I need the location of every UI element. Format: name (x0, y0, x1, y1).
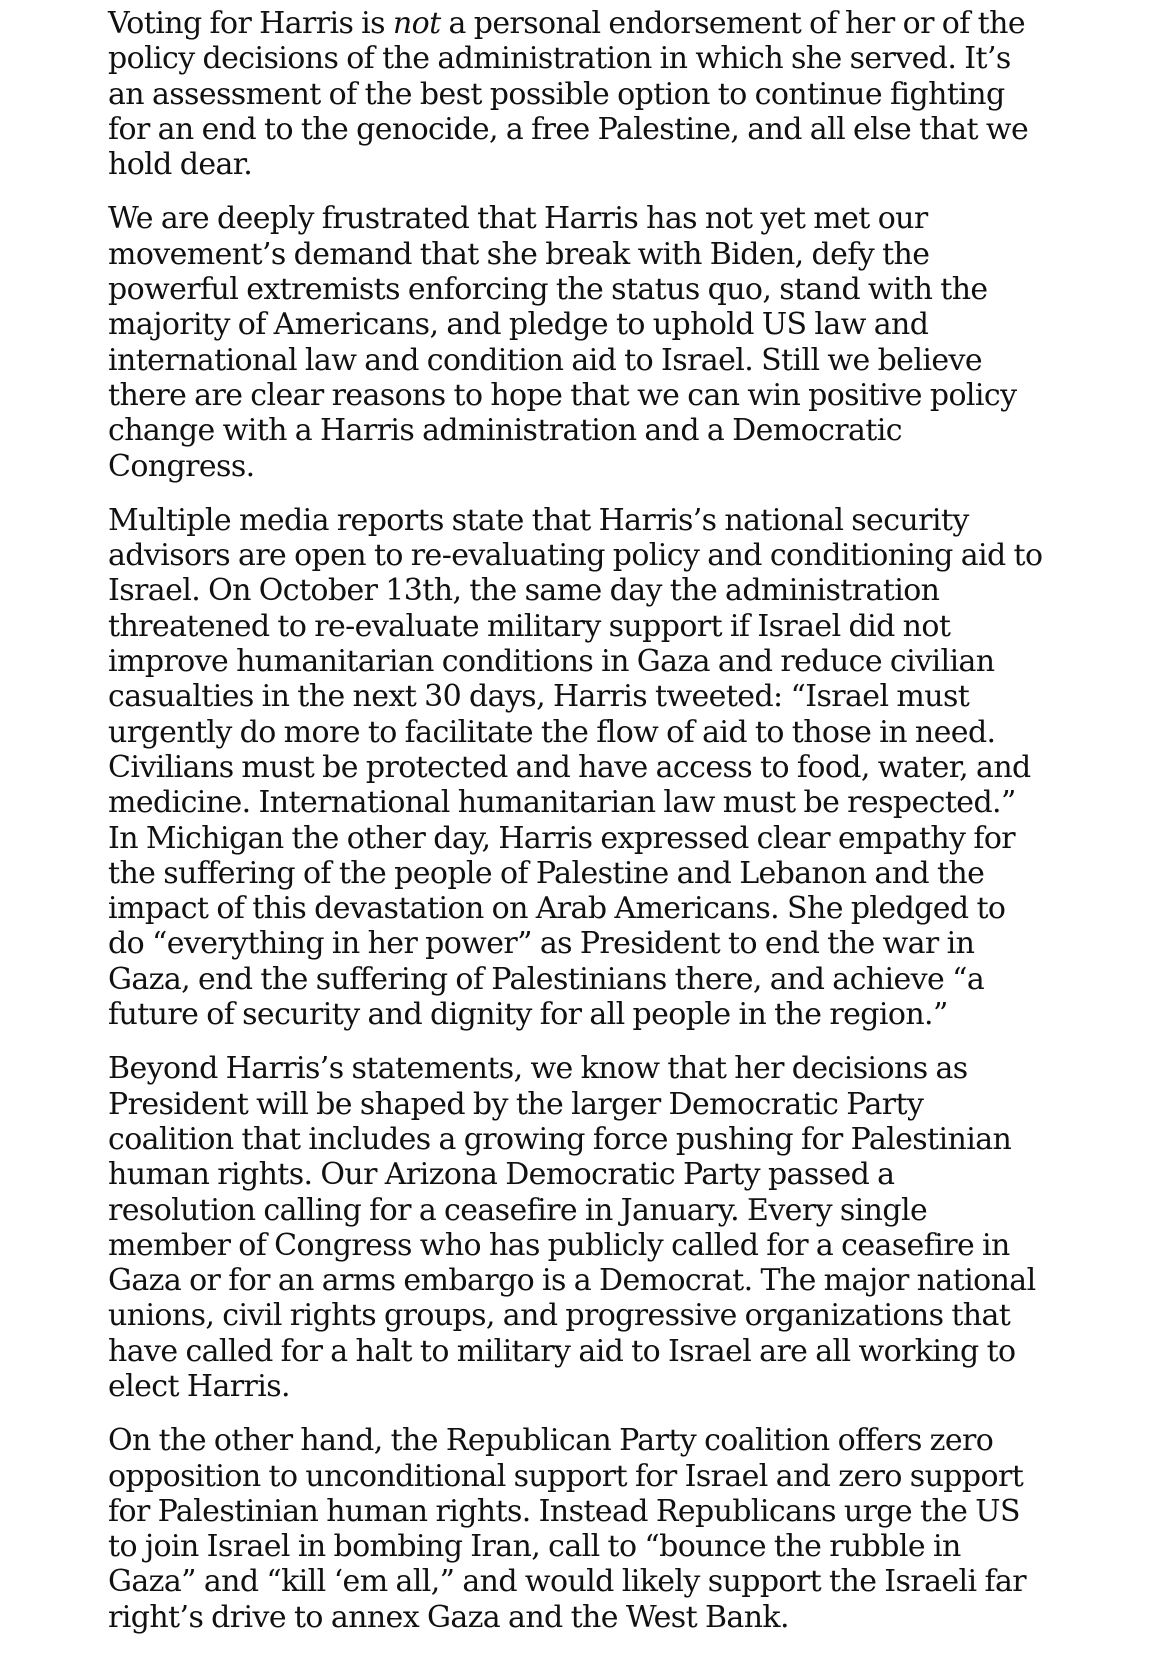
text-line: urgently do more to facilitate the flow of aid to those in need. (108, 714, 996, 750)
text-line: Gaza or for an arms embargo is a Democrat. The major national (108, 1263, 1036, 1299)
paragraph-3 (108, 503, 1148, 1032)
text-line: Gaza, end the suffering of Palestinians there, and achieve “a (108, 961, 985, 997)
text-line: In Michigan the other day, Harris expressed clear empathy for (108, 820, 1016, 856)
paragraph-4 (108, 1051, 1148, 1404)
text-line: President will be shaped by the larger Democratic Party (108, 1086, 924, 1122)
text-line: casualties in the next 30 days, Harris tweeted: “Israel must (108, 679, 970, 715)
text-line: future of security and dignity for all people in the region.” (108, 997, 948, 1033)
text-line: do “everything in her power” as President to end the war in (108, 926, 975, 962)
text-line: threatened to re-evaluate military support if Israel did not (108, 608, 951, 644)
text-line: international law and condition aid to Israel. Still we believe (108, 342, 982, 378)
text-line: for an end to the genocide, a free Palestine, and all else that we (108, 111, 1029, 147)
text-line: to join Israel in bombing Iran, call to “bounce the rubble in (108, 1529, 961, 1565)
text-line: movement’s demand that she break with Biden, defy the (108, 236, 930, 272)
text-line: for Palestinian human rights. Instead Republicans urge the US (108, 1493, 1020, 1529)
text-line: member of Congress who has publicly called for a ceasefire in (108, 1227, 1010, 1263)
text-line: Congress. (108, 448, 255, 484)
text-line: have called for a halt to military aid to Israel are all working to (108, 1333, 1016, 1369)
text-line: Gaza” and “kill ‘em all,” and would likely support the Israeli far (108, 1564, 1026, 1600)
text-line: human rights. Our Arizona Democratic Party passed a (108, 1157, 895, 1193)
text-line: resolution calling for a ceasefire in January. Every single (108, 1192, 928, 1228)
text-line: Civilians must be protected and have access to food, water, and (108, 749, 1031, 785)
text-line: Israel. On October 13th, the same day the administration (108, 573, 940, 609)
text-line: advisors are open to re-evaluating policy and conditioning aid to (108, 538, 1043, 574)
text-line: coalition that includes a growing force pushing for Palestinian (108, 1121, 1012, 1157)
text-line: impact of this devastation on Arab Americans. She pledged to (108, 891, 1006, 927)
text-line: policy decisions of the administration in which she served. It’s (108, 41, 1011, 77)
text-line: We are deeply frustrated that Harris has not yet met our (108, 201, 928, 237)
text-line: an assessment of the best possible option to continue fighting (108, 76, 1005, 112)
text-line: powerful extremists enforcing the status quo, stand with the (108, 272, 988, 308)
document-body (108, 6, 1148, 1654)
paragraph-5 (108, 1423, 1148, 1635)
text-line: right’s drive to annex Gaza and the West Bank. (108, 1599, 789, 1635)
text-line: majority of Americans, and pledge to uphold US law and (108, 307, 929, 343)
text-line: unions, civil rights groups, and progressive organizations that (108, 1298, 1011, 1334)
text-line: elect Harris. (108, 1368, 290, 1404)
text-line: Voting for Harris is not a personal endorsement of her or of the (108, 6, 1025, 41)
text-line: there are clear reasons to hope that we can win positive policy (108, 377, 1017, 413)
paragraph-1 (108, 6, 1148, 182)
text-line: medicine. International humanitarian law must be respected.” (108, 785, 1016, 821)
text-line: Multiple media reports state that Harris’s national security (108, 502, 969, 538)
text-line: opposition to unconditional support for Israel and zero support (108, 1458, 1024, 1494)
emphasis-not: not (392, 6, 441, 41)
text-line: Beyond Harris’s statements, we know that her decisions as (108, 1051, 968, 1087)
text-line: improve humanitarian conditions in Gaza and reduce civilian (108, 644, 995, 680)
text-line: change with a Harris administration and a Democratic (108, 413, 902, 449)
paragraph-2 (108, 201, 1148, 483)
text-line: On the other hand, the Republican Party coalition offers zero (108, 1423, 994, 1459)
text-line: hold dear. (108, 147, 253, 183)
text-line: the suffering of the people of Palestine and Lebanon and the (108, 855, 985, 891)
